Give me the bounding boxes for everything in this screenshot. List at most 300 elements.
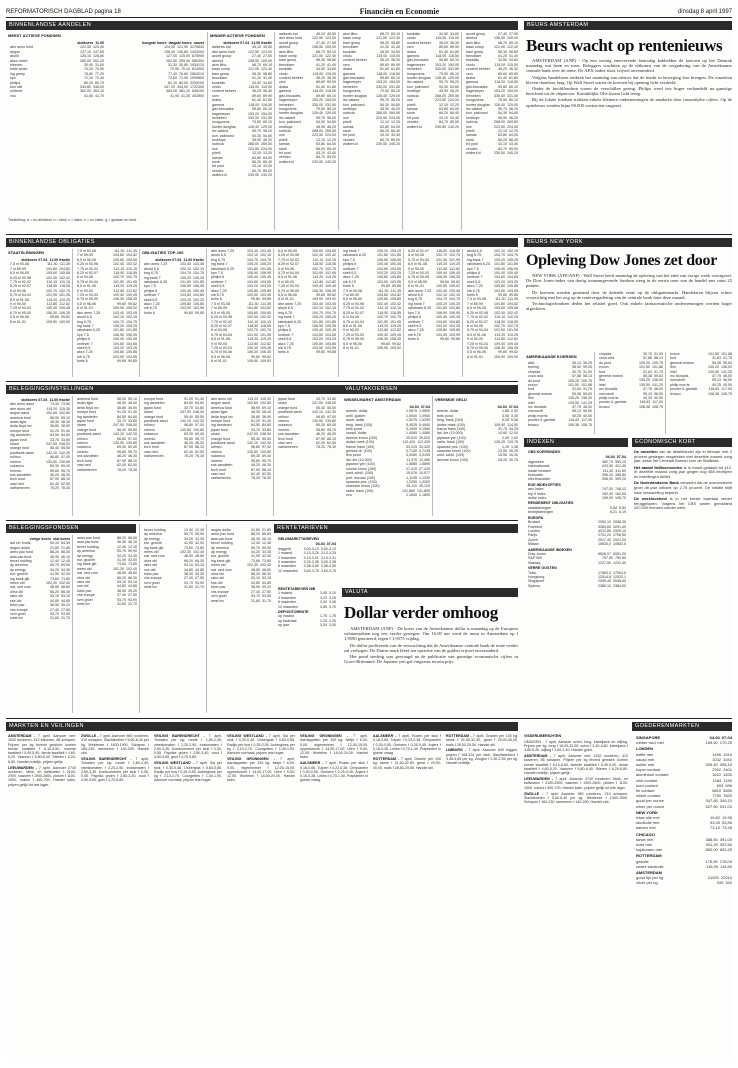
table-row: 7 nl 89-99 104,80 104,82	[343, 293, 401, 298]
table-row: mees obl 102,30 102,40	[10, 581, 70, 586]
markten-column-1	[8, 734, 76, 1060]
table-row: dp america 59,70 59,90	[144, 532, 204, 537]
table-row: nib 6,75 103,90 103,95	[343, 279, 401, 284]
divider	[338, 32, 339, 230]
table-row: accell group 27,40 27,50	[279, 40, 336, 45]
table-row: dp america 59,70 59,90	[10, 563, 70, 568]
section-bar-rentetarieven: RENTETARIEVEN	[274, 524, 518, 533]
table-row: antil. gulden 1,0940 1,0950	[346, 413, 430, 418]
beleggingsfondsen-table	[8, 536, 70, 712]
table-row: 9 nl 90-00 112,80 112,82	[211, 341, 271, 346]
divider	[206, 249, 207, 377]
paragraph: De Nederlandsche Bank verwacht dat de economische groei dit jaar uitkomt op 2,75 procent. De inflatie blijft naar verwachting beperkt.	[634, 480, 732, 495]
table-row: rodamco 69,30 69,40	[211, 454, 271, 459]
table-row: zwitserleven 78,20 78,30	[144, 454, 204, 459]
obligaties-top100-table	[142, 257, 204, 377]
table-row: amerik. dollar 1,9575 1,9590	[346, 409, 430, 414]
table-row: nikkel contant 7790 7820	[636, 793, 732, 799]
table-row: delta lloyd inv 36,80 36,90	[10, 424, 70, 429]
table-row: tokio pac 38,90 39,20	[211, 585, 271, 590]
table-row: pirelli 12,10 12,20	[466, 128, 518, 133]
table-row: amerik. dollar 1,88 2,02	[437, 409, 518, 414]
table-row: vvm groei 93,70 93,90	[144, 580, 204, 585]
beurs-headline: Beurs wacht op rentenieuws	[526, 36, 723, 55]
table-row: koper contant 2392 2401	[636, 767, 732, 773]
table-row: 7 nl 89-99 104,80 104,82	[467, 301, 518, 306]
table-row: philips 6 100,40 100,45	[278, 328, 336, 333]
beleggingsfondsen-column-b	[75, 536, 137, 712]
obligaties-heading: STAATSLENINGEN	[8, 250, 45, 255]
table-row: texaco 108,38 108,75	[670, 391, 732, 396]
table-row: vhs europe 27,40 27,50	[211, 589, 271, 594]
table-row: philips 6 100,40 100,45	[211, 275, 271, 280]
table-row: hoogovens 79,50 80,10	[279, 106, 336, 111]
table-row: microsoft 95,13 96,50	[670, 378, 732, 383]
table-row: iers pond 3,0080 3,0105	[346, 453, 430, 458]
table-row: fortis 6 99,80 99,85	[278, 350, 336, 355]
table-row: heineken 330,00 331,50	[279, 102, 336, 107]
table-row: kpn 7,5 106,90 106,95	[144, 284, 204, 289]
table-row: unilever 7 104,60 104,65	[144, 293, 204, 298]
section-bar-obligaties: BINNENLANDSE OBLIGATIES	[6, 238, 518, 247]
divider	[273, 396, 274, 516]
table-row: ahold 126,10 126,80	[10, 54, 104, 59]
table-row: 8,5 nl 91-06 119,20 119,25	[10, 297, 70, 302]
divider	[594, 352, 595, 434]
table-row: sns aandelen 46,20 46,30	[211, 463, 271, 468]
table-row: hoogovens 79,50 80,10	[466, 98, 518, 103]
table-row: 12 maanden 3,63-3,75 3,63-3,75	[278, 568, 336, 573]
table-row: 6,75 nl 95-05 106,30 106,35	[343, 337, 401, 342]
aandelen-table	[8, 40, 104, 215]
table-row: gist-brocades 59,80 60,10	[212, 107, 272, 112]
table-row: content beheer 36,20 36,30	[279, 76, 336, 81]
table-row: spaanse pes. (100) 1,3295 1,3300	[346, 479, 430, 484]
table-row: rolinco 96,80 97,00	[10, 455, 70, 460]
table-row: 6 maanden 3,40 3,45	[278, 600, 336, 605]
paragraph: ROTTERDAM - 7 april. Granen per 100 kg: tarwe f 31,50-32,50, gerst f 29,00-30,00, maïs f 28,50-29,50. Handel stil.	[373, 756, 441, 770]
table-row: 8 nl 91-01 109,90 109,92	[10, 319, 70, 324]
table-row: GELDMARKTTARIEVEN	[278, 537, 319, 541]
table-row: tech fund 87,90 88,10	[10, 477, 70, 482]
table-row: internationals 420,50 421,30	[528, 464, 626, 469]
table-row: fortis 6 99,80 99,85	[77, 359, 137, 364]
table-row: 5,5 nl 96-06 99,60 99,62	[77, 301, 137, 306]
table-row: 9 nl 90-00 112,80 112,82	[77, 288, 137, 293]
table-row: 5,5 nl 96-06 99,60 99,62	[211, 354, 271, 359]
table-row: chrysler 30,75 31,00	[599, 352, 663, 356]
table-row: 8,25 nl 92-07 118,50 118,55	[467, 319, 518, 324]
table-row: 6,5 nl 95-05 105,60 105,65	[343, 297, 401, 302]
table-row: ahold 6,5 102,10 102,15	[77, 315, 137, 320]
table-row: 7,75 nl 92-02 110,10 110,15	[211, 319, 271, 324]
table-row: vvm groei 93,70 93,90	[77, 597, 137, 602]
table-row: boeing 98,50 99,00	[528, 365, 592, 370]
table-row: tnt post 43,10 43,40	[343, 133, 400, 138]
table-row: boskalis 34,50 34,60	[279, 67, 336, 72]
table-row: west inv 31,60 31,70	[10, 616, 70, 621]
table-row: 6,25 nl 93-98 102,40 102,42	[211, 315, 271, 320]
table-row: goud per ounce 347,85 349,10	[636, 798, 732, 804]
divider	[273, 249, 274, 377]
table-row: eur. growth 41,90 42,00	[77, 558, 137, 563]
table-row: obam 247,00 248,00	[278, 401, 336, 406]
table-row: ohra obl 66,20 66,30	[77, 575, 137, 580]
section-bar-valutakoersen: VALUTAKOERSEN	[342, 385, 518, 394]
table-row: Frankfort 3284,60 3291,40	[528, 524, 626, 529]
table-row: 5,75 nl 94-04 101,90 101,95	[278, 271, 336, 276]
paragraph: ZWOLLE - 7 april. Aanvoer 980 runderen, 210 schapen. Slachtkoeien f 5,60-6,40 per kg. Weidevee f 1400-1900. Schapen f 160-230, lammeren f 140-200. Handel vlot.	[81, 734, 149, 756]
table-row: SINGAPORE 04-04 07-04	[636, 735, 732, 740]
table-row: hunter douglas 128,40 129,00	[466, 102, 518, 107]
table-row: boskalis 34,50 34,60	[407, 32, 459, 36]
section-bar-aandelen: BINNENLANDSE AANDELEN	[6, 21, 518, 30]
table-row: 04-04 07-04	[409, 405, 430, 409]
table-row: fortis 6 99,80 99,85	[467, 293, 518, 298]
table-row: rabo obl 53,10 53,15	[77, 580, 137, 585]
table-row: intel 139,50 141,25	[670, 369, 732, 374]
table-row: eur. growth 41,90 42,00	[10, 572, 70, 577]
section-bar-goederenmarkten: GOEDERENMARKTEN	[632, 722, 732, 731]
table-row: koffie mei 1496 1510	[636, 751, 732, 757]
table-row: kon olie 344,80 346,00	[10, 85, 104, 90]
table-row: hagemeyer 153,20 154,00	[279, 98, 336, 103]
table-row: 8,5 nl 91-06 119,20 119,25	[408, 262, 460, 267]
table-row: gist-brocades 59,80 60,10	[343, 76, 400, 81]
table-row: ohra obl 66,20 66,30	[10, 589, 70, 594]
divider	[139, 396, 140, 516]
table-row: west inv 31,60 31,70	[211, 598, 271, 603]
table-row: philips 6 100,40 100,45	[343, 262, 401, 267]
table-row: ahrend 108,50 109,00	[279, 45, 336, 50]
table-row: microsoft 95,13 96,50	[528, 409, 592, 414]
table-row: general motors 55,38 55,63	[599, 374, 663, 379]
table-row: austr. dollar 1,5275 1,5290	[346, 418, 430, 423]
table-row: 6 nl 94-06 102,70 102,75	[343, 315, 401, 320]
table-row: rabobank 6,25 101,80 101,85	[408, 306, 460, 311]
table-row: heineken 330,00 331,50	[343, 84, 400, 89]
table-row: 7,25 nl 93-03 109,40 109,45	[10, 306, 70, 311]
table-row: aegon dollar 21,80 21,85	[10, 545, 70, 550]
paragraph: Technologiefondsen deden het relatief goed. Ook enkele farmaceutische ondernemingen werden hoger afgesloten.	[526, 301, 732, 312]
table-row: nib 6,75 103,90 103,95	[77, 354, 137, 359]
table-row: rodamco 69,30 69,40	[77, 445, 137, 450]
divider	[72, 535, 73, 713]
table-row: sojabonen mei 850,00 853,25	[636, 847, 732, 853]
table-row: abn amro obl 115,20 115,30	[10, 406, 70, 411]
table-row: 9 nl 90-00 112,80 112,82	[10, 302, 70, 307]
table-row: 9 nl 90-00 112,80 112,82	[278, 279, 336, 284]
table-row: tokio pac 38,90 39,20	[77, 588, 137, 593]
table-row: 6 nl 94-06 102,70 102,75	[77, 275, 137, 280]
table-row: west inv 31,60 31,70	[144, 585, 204, 590]
table-row: ihc caland 95,70 96,20	[343, 98, 400, 103]
table-row: rolinco 96,80 97,00	[77, 436, 137, 441]
table-row: ital. lire (10.000) 11,470 11,480	[346, 457, 430, 462]
table-row: sns aandelen 46,20 46,30	[144, 441, 204, 446]
table-row: ital. lire (10.000) 10,80 12,00	[437, 431, 518, 436]
markten-column-8	[524, 734, 628, 1060]
table-row: 04-04 07-04	[497, 405, 518, 409]
table-row: kon. pakhoed 54,30 54,60	[212, 133, 272, 138]
table-row: stork 66,20 66,40	[343, 128, 400, 133]
table-row: hagemeyer 153,20 154,00	[407, 62, 459, 67]
table-row: wolters kl 239,50 240,20	[212, 173, 272, 178]
table-row: kpn 7,5 106,90 106,95	[343, 257, 401, 262]
rentetarieven-table-b	[276, 586, 336, 636]
table-row: europe fund 91,20 91,40	[10, 428, 70, 433]
table-row: Parijs 2701,20 2706,50	[528, 533, 626, 538]
table-row: rorento 95,60 95,70	[211, 458, 271, 463]
table-row: mc donalds 47,75 48,00	[670, 374, 732, 379]
table-row: Milaan 10830,0 10852,0	[528, 542, 626, 547]
table-row: dp energy 34,20 34,35	[10, 567, 70, 572]
table-row: intel 139,50 141,25	[528, 400, 592, 405]
table-row: zwitserleven 78,20 78,30	[10, 486, 70, 491]
table-row: eur. growth 41,90 42,00	[144, 541, 204, 546]
new-york-headline: Opleving Dow Jones zet door	[526, 252, 718, 269]
table-row: ing bank glb 73,60 73,80	[10, 576, 70, 581]
beleggingsinstellingen-table	[8, 397, 70, 515]
table-row: chrysler 30,75 31,00	[528, 369, 592, 374]
table-row: bam groep 98,30 98,80	[279, 58, 336, 63]
table-row: rodamco 69,30 69,40	[10, 464, 70, 469]
table-row: slotkoers 07-04 11.00 fractie	[21, 398, 70, 402]
table-row: delta lloyd inv 36,80 36,90	[211, 414, 271, 419]
paragraph: LEEUWARDEN - 7 april. Aanvoer 2740 runderen. Melk- en kalfkoeien f 2100-2900, vaarzen f 1900-2600, pinken f 1100-1500, nuka's f 450-700. Handel kalm, prijzen gelijk tot iets lager.	[8, 765, 76, 787]
table-row: shell 6,5 103,20 103,25	[467, 279, 518, 284]
table-row: 8,5 nl 91-06 119,20 119,25	[343, 323, 401, 328]
table-row: rorento 95,60 95,70	[77, 449, 137, 454]
table-row: asian tiger 48,30 48,40	[211, 410, 271, 415]
table-row: belg. frank (100) 5,4535 5,4540	[346, 422, 430, 427]
table-row: vendex 84,70 85,00	[407, 120, 459, 125]
beleggingsinstellingen-column-b	[75, 397, 137, 515]
table-row: japan fund 33,70 33,80	[144, 405, 204, 410]
table-row: europe fund 91,20 91,40	[144, 397, 204, 401]
table-row: rabo obl 53,10 53,15	[211, 576, 271, 581]
table-row: 8,5 nl 91-06 119,20 119,25	[467, 332, 518, 337]
table-row: intel 139,50 141,25	[599, 382, 663, 387]
table-row: 8,25 nl 92-07 118,50 118,55	[211, 323, 271, 328]
paragraph: AALSMEER - 7 april. Rozen per stuk f 0,18-0,65. Tulpen f 0,22-0,38. Chrysanten f 0,30-0,55. Gerbera f 0,25-0,45. Anjers f 0,16-0,28. Lelies f 0,70-1,40. Potplanten in goede vraag.	[373, 734, 441, 756]
table-row: ihc caland 95,70 96,20	[212, 129, 272, 134]
table-row: tokio pac 38,90 39,20	[10, 603, 70, 608]
table-row: rolinco 96,80 97,00	[144, 423, 204, 428]
table-row: tech fund 87,90 88,10	[77, 458, 137, 463]
table-row: bng 6,75 104,70 104,75	[278, 310, 336, 315]
table-row: sns aandelen 46,20 46,30	[77, 454, 137, 459]
table-row: 70,90 70,10 812000	[170, 67, 204, 72]
table-row: draka 61,40 61,80	[343, 67, 400, 72]
beurs-article-body	[526, 58, 732, 228]
table-row: Sydney 2380,10 2384,50	[528, 583, 626, 588]
paragraph: AALSMEER - 7 april. Rozen per stuk f 0,18-0,65. Tulpen f 0,22-0,38. Chrysanten f 0,30-0,55. Gerbera f 0,25-0,45. Anjers f 0,16-0,28. Lelies f 0,70-1,40. Potplanten in goede vraag.	[300, 761, 368, 783]
table-row: boskalis 34,50 34,60	[212, 80, 272, 85]
table-row: boskalis 34,50 34,60	[343, 49, 400, 54]
table-row: bam groep 98,30 98,80	[343, 40, 400, 45]
table-row: zware stookolie 118,00 118,50	[636, 863, 732, 869]
paragraph: ZWOLLE - 7 april. Aanvoer 980 runderen, 210 schapen. Slachtkoeien f 5,60-6,40 per kg. Weidevee f 1400-1900. Schapen f 160-230, lammeren f 140-200. Handel vlot.	[524, 791, 628, 805]
table-row: aegon aand 102,60 102,80	[211, 401, 271, 406]
wisselmarkt-heading: WISSELMARKT AMSTERDAM	[344, 397, 401, 402]
table-row: orange fund 55,40 55,50	[278, 405, 336, 410]
table-row: bam groep 98,30 98,80	[212, 71, 272, 76]
table-row: oost. schill. (100) 15,976 15,977	[346, 471, 430, 476]
divider	[338, 249, 339, 377]
table-row: unilever 7 104,60 104,65	[77, 341, 137, 346]
table-row: ahrend 108,50 109,00	[212, 58, 272, 63]
table-row: draka 61,40 61,80	[212, 98, 272, 103]
goederenmarkten-table	[634, 734, 732, 1060]
table-row: japan fund 33,70 33,80	[77, 419, 137, 424]
table-row: csm 89,60 89,90	[279, 80, 336, 85]
table-row: heineken 330,00 331,50	[407, 67, 459, 72]
table-row: ing aandelen 84,50 84,60	[211, 423, 271, 428]
table-row: hunter douglas 128,40 129,00	[407, 76, 459, 81]
table-row: hoogovens 79,50 80,10	[343, 89, 400, 94]
table-row: bng 6,75 104,70 104,75	[77, 319, 137, 324]
table-row: rorento 95,60 95,70	[10, 468, 70, 473]
paragraph: Volgens handelaren ontbrak het maandag aan nieuws dat de markt in beweging kon brengen. De omzetten bleven daardoor laag. Op Wall Street waren de koersen bij opening licht verdeeld.	[526, 74, 732, 85]
masthead	[6, 6, 732, 18]
table-row: ing aandelen 84,50 84,60	[144, 401, 204, 406]
table-row: akzo 7,25 105,80 105,85	[211, 288, 271, 293]
table-row: abn amro hold 122,50 123,00	[212, 49, 272, 54]
table-row: wolters kl 239,50 240,20	[343, 142, 400, 147]
economisch-kort-body	[634, 450, 732, 718]
table-row: nedlloyd 45,90 46,20	[279, 124, 336, 129]
table-row: benckiser 41,20 41,40	[343, 45, 400, 50]
table-row: pirelli 12,10 12,20	[279, 137, 336, 142]
table-row: cindu 115,00 115,00	[212, 85, 272, 90]
table-row: hoogste koers laagste koers omzet	[142, 41, 204, 45]
table-row: 7,5 nl 93-08 111,30 111,35	[467, 297, 518, 302]
table-row: 7 nl 89-99 104,80 104,82	[10, 266, 70, 271]
table-row: nib 6,75 103,90 103,95	[467, 288, 518, 293]
table-row: 7,75 nl 92-02 110,10 110,15	[467, 315, 518, 320]
table-row: dp energy 34,20 34,35	[211, 550, 271, 555]
table-row: 7,5 nl 93-08 111,30 111,35	[10, 262, 70, 267]
table-row: ing bank 7 105,20 105,25	[77, 323, 137, 328]
table-row: draka 61,40 61,80	[466, 76, 518, 81]
table-row: ahrend 108,50 109,00	[466, 36, 518, 41]
table-row: staatsleningen 5,84 5,82	[528, 505, 626, 510]
table-row: rabobank 6,25 101,80 101,85	[211, 266, 271, 271]
table-row: bam groep 98,30 98,80	[466, 49, 518, 54]
divider	[139, 524, 140, 713]
table-row: kpn 7,5 106,90 106,95	[408, 310, 460, 315]
table-row: op kwartaal 2,25 2,25	[278, 618, 336, 623]
table-row: samas 63,80 64,00	[279, 142, 336, 147]
table-row: bng 6,75 104,70 104,75	[467, 253, 518, 258]
table-row: rubber rss1 mei 169,50 170,25	[636, 740, 732, 746]
table-row: ruwe olie mei 19,82 19,95	[636, 815, 732, 821]
table-row: mees obl 102,30 102,40	[77, 566, 137, 571]
table-row: ing bank 7 105,20 105,25	[408, 301, 460, 306]
paragraph: De koersen werden gesteund door de dalende rente op de obligatiemarkt. Handelaren blijven echter voorzichtig met het oog op de rentevergadering van de centrale bank later deze maand.	[526, 289, 732, 300]
table-row: postbank aand 142,10 142,30	[211, 441, 271, 446]
table-row: exxon 101,50 101,88	[599, 365, 663, 370]
table-row: kon. pakhoed 54,30 54,60	[466, 111, 518, 116]
table-row: ing bank 7 105,20 105,25	[144, 275, 204, 280]
table-row: dp america 59,70 59,90	[211, 545, 271, 550]
table-row: nedlloyd 45,90 46,20	[407, 89, 459, 94]
table-row: RENDEMENT OBLIGATIES	[528, 501, 574, 506]
table-row: ahold 6,5 102,10 102,15	[144, 266, 204, 271]
table-row: heineken 330,00 331,50	[466, 93, 518, 98]
table-row: Dow Jones 6526,07 6551,20	[528, 551, 626, 556]
table-row: gamma 118,00 118,50	[343, 71, 400, 76]
table-row: samas 63,80 64,00	[407, 106, 459, 111]
table-row: robeco 130,50 130,80	[144, 427, 204, 432]
markten-column-3	[154, 734, 222, 1060]
table-row: philip morris 40,25 40,50	[599, 396, 663, 401]
table-row: 5,5 nl 96-06 99,60 99,62	[467, 350, 518, 355]
table-row: zweedse kroon (100) 23,50 26,25	[437, 449, 518, 454]
table-row: europe fund 91,20 91,40	[211, 419, 271, 424]
table-row: rodamco 69,30 69,40	[144, 432, 204, 437]
table-row: brits pond 3,06 3,30	[437, 413, 518, 418]
table-row: tarwe mei 388,50 391,00	[636, 836, 732, 842]
divider	[665, 352, 666, 434]
table-row: 5,75 nl 94-04 101,90 101,95	[467, 328, 518, 333]
table-row: robeco 130,50 130,80	[211, 449, 271, 454]
table-row: Hongkong 12514,8 12532,1	[528, 574, 626, 579]
table-row: Singapore 2095,40 2098,60	[528, 579, 626, 584]
table-row: ibm 135,25 136,00	[670, 365, 732, 370]
table-row: 41,90 41,30 402800	[170, 93, 204, 98]
table-row: 6,5 nl 95-05 105,60 105,65	[77, 257, 137, 262]
table-row: amro pac fund 88,20 88,50	[77, 536, 137, 540]
table-row: 7,25 nl 93-03 109,40 109,45	[77, 293, 137, 298]
new-york-article-body	[526, 273, 732, 348]
table-row: hagemeyer 153,20 154,00	[212, 111, 272, 116]
table-row: texaco 108,38 108,75	[528, 422, 592, 427]
table-row: slotkoers 07-04 11.00 fractie	[155, 258, 204, 262]
table-row: unilever 7 104,60 104,65	[467, 275, 518, 280]
table-row: tnt post 43,10 43,40	[466, 142, 518, 147]
table-row: 1 maand 3,13-3,25 3,13-3,25	[278, 551, 336, 556]
table-row: nib 6,75 103,90 103,95	[211, 293, 271, 298]
divider	[207, 32, 208, 230]
table-row: mc donalds 47,75 48,00	[528, 405, 592, 410]
table-row: Tokio 17863,0 17904,5	[528, 570, 626, 575]
table-row: japan fund 33,70 33,80	[278, 397, 336, 401]
table-row: 6 nl 94-06 102,70 102,75	[467, 323, 518, 328]
table-row: zwitserleven 78,20 78,30	[211, 476, 271, 481]
table-row: NEW YORK	[636, 809, 658, 815]
beleggingsinstellingen-column-e	[276, 397, 336, 515]
table-row: elsevier 30,90 31,00	[10, 63, 104, 68]
table-row: fortis 6 99,80 99,85	[408, 337, 460, 342]
table-row: baan comp 121,00 122,40	[343, 36, 400, 41]
table-row: abn amro hold 122,50 123,00	[279, 36, 336, 41]
table-row: vvm groei 93,70 93,90	[211, 594, 271, 599]
rule	[6, 520, 518, 521]
table-row: oce 223,50 224,00	[466, 124, 518, 129]
table-row: ihc caland 95,70 96,20	[466, 106, 518, 111]
paragraph: VEILING GRONINGEN - 7 april. Aardappelen per 100 kg: bintje f 6,00-9,00, eigenheimer f 12,00-15,00, opperdoezer f 14,00-17,00. Uien f 9,00-12,00. Wortelen f 18,00-24,00. Handel kalm.	[300, 734, 368, 760]
paragraph: Bij de lokale fondsen trokken enkele kleinere ondernemingen de aandacht door tussentijdse cijfers. Op de optiebeurs werden bijna 90.000 contracten omgezet.	[526, 97, 732, 108]
table-row: 6,25 nl 93-98 102,40 102,42	[343, 301, 401, 306]
beleggingsfondsen-column-c	[142, 528, 204, 713]
table-row: 7,25 nl 93-03 109,40 109,45	[211, 345, 271, 350]
table-row: 3 maanden 3,20 3,25	[278, 595, 336, 600]
table-row: kpn 7,5 106,90 106,95	[467, 266, 518, 271]
table-row: noorse kroon (100) 27,410 27,420	[346, 466, 430, 471]
table-row: ing aandelen 84,50 84,60	[77, 414, 137, 419]
